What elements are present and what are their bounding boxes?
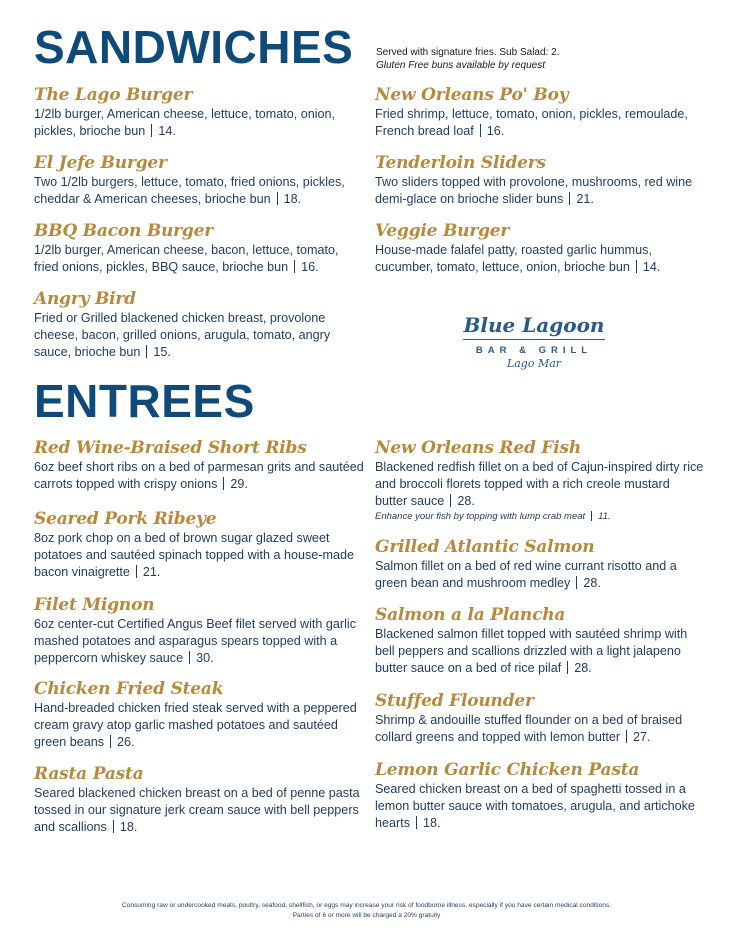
menu-item — [34, 288, 364, 361]
item-price: 15. — [153, 345, 171, 359]
item-price: 27. — [633, 730, 651, 744]
item-name: Seared Pork Ribeye — [34, 509, 217, 529]
price-divider — [110, 735, 111, 748]
item-description: 8oz pork chop on a bed of brown sugar glazed sweet potatoes and sautéed spinach topped with a house-made bacon vinaigrette 21. — [34, 531, 354, 579]
menu-item — [34, 84, 364, 140]
item-description: Two 1/2lb burgers, lettuce, tomato, fried onions, pickles, cheddar & American cheeses, brioche bun 18. — [34, 175, 345, 206]
item-description: 6oz center-cut Certified Angus Beef filet served with garlic mashed potatoes and asparagus spears topped with a peppercorn whiskey sauce 30. — [34, 617, 356, 665]
menu-item — [34, 678, 364, 751]
menu-item — [34, 437, 364, 493]
price-divider — [189, 651, 190, 664]
item-name: New Orleans Red Fish — [375, 438, 582, 458]
price-divider — [223, 477, 224, 490]
logo-divider — [463, 339, 605, 340]
item-name: Veggie Burger — [375, 221, 510, 241]
price-divider — [416, 816, 417, 829]
item-name: Tenderloin Sliders — [375, 153, 546, 173]
food-safety-warning: Consuming raw or undercooked meats, poultry, seafood, shellfish, or eggs may increase your risk of foodborne illness, especially if you have certain medical conditions. — [121, 902, 612, 909]
item-price: 21. — [576, 192, 594, 206]
item-price: 29. — [230, 477, 248, 491]
item-name: The Lago Burger — [34, 85, 193, 105]
item-name: BBQ Bacon Burger — [34, 221, 213, 241]
item-name: El Jefe Burger — [34, 153, 167, 173]
menu-item — [34, 763, 364, 836]
sandwiches-note — [376, 46, 559, 72]
price-divider — [636, 260, 637, 273]
menu-item — [34, 152, 364, 208]
item-name: Grilled Atlantic Salmon — [375, 537, 595, 557]
sandwiches-note-fries: Served with signature fries. Sub Salad: 2. — [376, 47, 560, 58]
item-description: 1/2lb burger, American cheese, lettuce, tomato, onion, pickles, brioche bun 14. — [34, 107, 336, 138]
logo-name: Blue Lagoon — [463, 313, 605, 337]
item-name: Rasta Pasta — [34, 764, 144, 784]
menu-item — [375, 437, 705, 523]
menu-item — [375, 220, 705, 276]
price-divider — [591, 511, 592, 521]
menu-item — [34, 594, 364, 667]
item-description: 6oz beef short ribs on a bed of parmesan grits and sautéed carrots topped with crispy onions 29. — [34, 460, 364, 491]
price-divider — [567, 661, 568, 674]
item-price: 21. — [142, 565, 161, 579]
menu-item — [375, 152, 705, 208]
item-name: New Orleans Po' Boy — [375, 85, 569, 105]
item-price: 18. — [119, 820, 138, 834]
item-description: Seared chicken breast on a bed of spaghetti tossed in a lemon butter sauce with tomatoes, arugula, and artichoke hearts 18. — [375, 782, 695, 830]
item-name: Stuffed Flounder — [375, 691, 534, 711]
item-price: 26. — [117, 735, 135, 749]
price-divider — [450, 494, 451, 507]
item-price: 16. — [301, 260, 319, 274]
item-price: 16. — [486, 124, 505, 138]
price-divider — [294, 260, 295, 273]
item-name: Red Wine-Braised Short Ribs — [34, 438, 307, 458]
item-price: 18. — [283, 192, 302, 206]
item-description: Salmon fillet on a bed of red wine currant risotto and a green bean and mushroom medley 28. — [375, 559, 677, 590]
logo-tagline: BAR & GRILL — [475, 345, 593, 356]
item-price: 30. — [196, 651, 214, 665]
item-price: 18. — [423, 816, 441, 830]
menu-item — [34, 220, 364, 276]
menu-item — [375, 536, 705, 592]
restaurant-logo — [444, 313, 624, 371]
price-divider — [146, 345, 147, 358]
item-name: Filet Mignon — [34, 595, 155, 615]
item-name: Salmon a la Plancha — [375, 605, 566, 625]
menu-item — [375, 759, 705, 832]
price-divider — [136, 565, 137, 578]
item-price: 28. — [574, 661, 592, 675]
item-price: 28. — [583, 576, 601, 590]
item-price: 14. — [158, 124, 176, 138]
addon-price: 11. — [598, 511, 611, 522]
item-name: Angry Bird — [34, 289, 136, 309]
price-divider — [113, 820, 114, 833]
price-divider — [151, 124, 152, 137]
item-name: Chicken Fried Steak — [34, 679, 224, 699]
price-divider — [576, 576, 577, 589]
price-divider — [569, 192, 570, 205]
price-divider — [626, 730, 627, 743]
item-description: Blackened salmon fillet topped with sautéed shrimp with bell peppers and scallions drizzled with a light jalapeno butter sauce on a bed of rice pilaf 28. — [375, 627, 688, 675]
menu-item — [375, 690, 705, 746]
sandwiches-note-gluten: Gluten Free buns available by request — [376, 60, 545, 71]
footer-disclaimer — [0, 901, 733, 921]
sandwiches-title: SANDWICHES — [34, 21, 354, 73]
item-description: 1/2lb burger, American cheese, bacon, lettuce, tomato, fried onions, pickles, BBQ sauce, brioche bun 16. — [34, 243, 339, 274]
item-description: Hand-breaded chicken fried steak served with a peppered cream gravy atop garlic mashed potatoes and sautéed green beans 26. — [34, 701, 357, 749]
entrees-title: ENTREES — [34, 375, 255, 427]
item-name: Lemon Garlic Chicken Pasta — [375, 760, 640, 780]
item-description: Blackened redfish fillet on a bed of Cajun-inspired dirty rice and broccoli florets topped with a rich creole mustard butter sauce 28. — [375, 460, 704, 508]
item-description: Fried shrimp, lettuce, tomato, onion, pickles, remoulade, French bread loaf 16. — [375, 107, 688, 138]
menu-item — [375, 84, 705, 140]
price-divider — [480, 124, 481, 137]
item-description: Two sliders topped with provolone, mushrooms, red wine demi-glace on brioche slider buns 21. — [375, 175, 693, 206]
gratuity-note: Parties of 6 or more will be charged a 20% gratuity — [292, 912, 441, 919]
logo-location: Lago Mar — [506, 357, 562, 370]
price-divider — [277, 192, 278, 205]
item-description: Shrimp & andouille stuffed flounder on a bed of braised collard greens and topped with lemon butter 27. — [375, 713, 683, 744]
menu-item — [375, 604, 705, 677]
item-addon: Enhance your fish by topping with lump crab meat 11. — [375, 511, 611, 522]
item-description: Seared blackened chicken breast on a bed of penne pasta tossed in our signature jerk cream sauce with bell peppers and scallions 18. — [34, 786, 360, 834]
item-description: Fried or Grilled blackened chicken breast, provolone cheese, bacon, grilled onions, arugula, tomato, angry sauce, brioche bun 15. — [34, 311, 331, 359]
item-price: 14. — [642, 260, 661, 274]
item-description: House-made falafel patty, roasted garlic hummus, cucumber, tomato, lettuce, onion, brioche bun 14. — [375, 243, 661, 274]
menu-item — [34, 508, 364, 581]
item-price: 28. — [457, 494, 475, 508]
